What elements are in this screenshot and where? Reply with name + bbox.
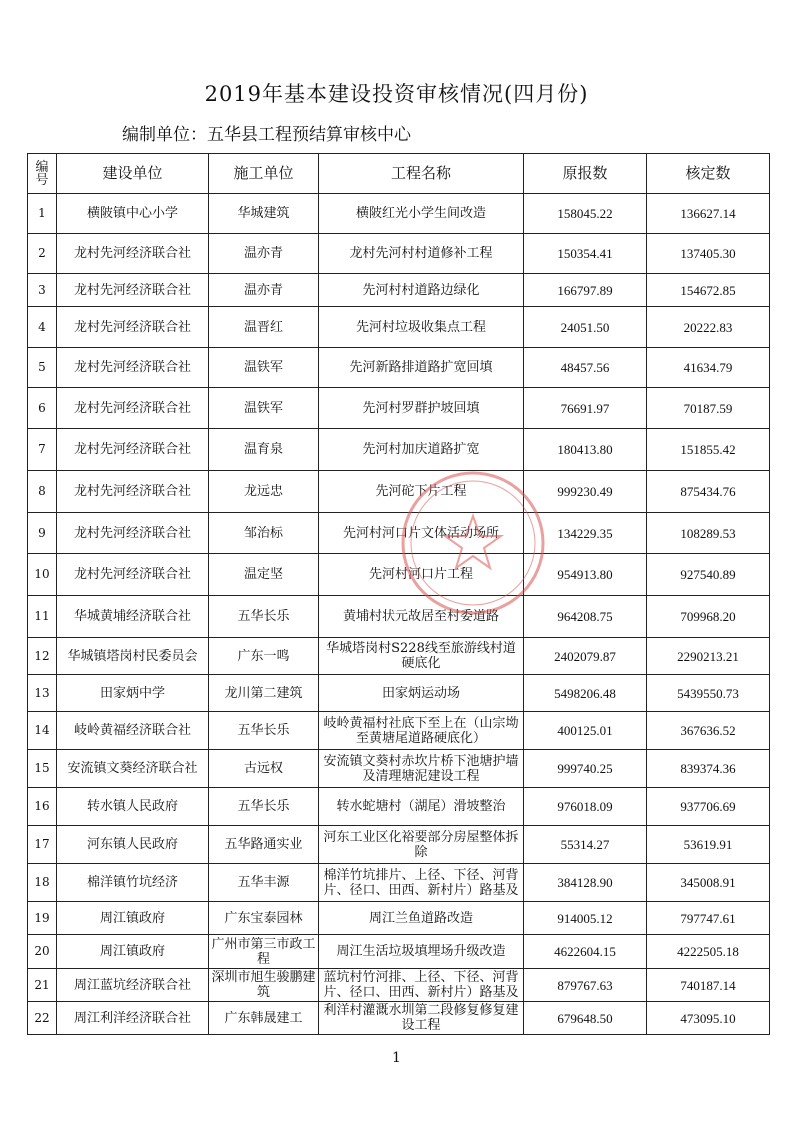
row-contractor-text: 温定坚 [243,567,283,582]
row-approved [647,348,770,388]
row-id-text: 4 [38,319,46,334]
row-reported-text: 964208.75 [557,609,613,624]
row-reported-text: 158045.22 [557,206,613,221]
row-reported [524,596,647,638]
row-id [28,935,57,969]
row-project [319,429,524,471]
row-contractor [209,1002,319,1035]
row-id-text: 1 [38,206,46,220]
row-approved-text: 740187.14 [680,977,736,993]
row-builder [57,935,209,969]
row-project-text: 先河村河口片工程 [368,567,473,582]
row-contractor [209,826,319,864]
row-project-text: 转水蛇塘村（湖尾）滑坡整治 [336,799,506,814]
row-project-text: 先河村罗群护坡回填 [362,400,480,416]
row-builder [57,902,209,935]
row-approved [647,388,770,429]
header-row [28,154,770,194]
compiling-unit: 编制单位：五华县工程预结算审核中心 [122,125,411,145]
row-approved-text: 151855.42 [680,442,736,457]
row-contractor-text: 广东宝泰园林 [224,910,303,926]
row-reported [524,864,647,902]
row-approved-text: 154672.85 [680,282,736,298]
row-id-text: 8 [38,484,46,498]
row-builder-text: 华城镇塔岗村民委员会 [67,648,198,664]
row-id-text: 16 [34,799,50,813]
row-project [319,1002,524,1035]
row-builder [57,826,209,864]
row-approved-text: 136627.14 [680,206,736,221]
row-reported-text: 2402079.87 [554,648,616,664]
row-approved [647,675,770,712]
row-project-text: 黄埔村状元故居至村委道路 [342,609,499,624]
row-builder [57,712,209,750]
row-approved [647,712,770,750]
row-contractor-text: 温亦青 [243,282,283,298]
table-row [28,554,770,596]
row-id-text: 11 [34,609,50,623]
row-id [28,596,57,638]
row-approved [647,750,770,788]
table-row [28,788,770,826]
row-contractor-text: 温亦青 [243,246,283,261]
row-reported [524,554,647,596]
row-reported [524,234,647,274]
row-reported-text: 180413.80 [557,442,613,457]
row-reported [524,307,647,348]
row-reported-text: 134229.35 [557,525,613,541]
row-reported [524,935,647,969]
header-contractor: 施工单位 [209,154,319,194]
row-id [28,864,57,902]
row-builder-text: 周江镇政府 [99,944,165,959]
row-project [319,935,524,969]
row-project [319,638,524,675]
row-reported-text: 76691.97 [560,400,610,416]
document-title: 2019年基本建设投资审核情况(四月份) [204,82,589,106]
row-id-text: 22 [34,1010,50,1025]
row-id [28,194,57,234]
row-approved-text: 53619.91 [683,837,733,852]
row-id-text: 14 [34,723,50,737]
row-contractor [209,935,319,969]
row-reported [524,194,647,234]
row-approved [647,471,770,513]
row-project-text: 田家炳运动场 [381,685,460,701]
row-project [319,902,524,935]
row-project [319,596,524,638]
row-approved [647,307,770,348]
row-project [319,194,524,234]
row-approved [647,554,770,596]
row-contractor-text: 龙川第二建筑 [224,685,303,701]
row-project [319,864,524,902]
table-row [28,471,770,513]
row-contractor [209,788,319,826]
row-contractor-text: 深圳市旭生骏鹏建筑 [211,970,316,1000]
row-approved [647,788,770,826]
row-approved [647,1002,770,1035]
row-id-text: 2 [38,246,46,260]
row-reported-text: 976018.09 [557,799,613,814]
row-builder-text: 龙村先河经济联合社 [73,525,191,541]
row-project [319,348,524,388]
row-approved [647,274,770,307]
row-id [28,712,57,750]
row-contractor-text: 五华路通实业 [224,837,303,852]
row-id [28,307,57,348]
row-contractor-text: 古远权 [243,761,283,776]
row-approved-text: 70187.59 [683,400,733,416]
row-contractor [209,513,319,554]
row-approved-text: 839374.36 [680,761,736,776]
row-builder [57,388,209,429]
row-approved-text: 5439550.73 [677,685,739,701]
row-builder [57,234,209,274]
row-builder [57,864,209,902]
row-contractor [209,274,319,307]
table-row [28,234,770,274]
row-builder [57,471,209,513]
row-builder-text: 横陂镇中心小学 [86,206,178,221]
row-builder-text: 龙村先河经济联合社 [73,360,191,375]
row-builder-text: 周江利洋经济联合社 [73,1010,191,1026]
row-builder [57,1002,209,1035]
row-contractor [209,675,319,712]
header-builder: 建设单位 [57,154,209,194]
row-project [319,307,524,348]
row-approved-text: 137405.30 [680,246,736,261]
row-id [28,969,57,1002]
row-id [28,788,57,826]
row-approved-text: 41634.79 [683,360,733,375]
row-builder [57,788,209,826]
row-approved-text: 797747.61 [680,910,736,926]
row-builder-text: 转水镇人民政府 [86,799,178,814]
row-project-text: 周江生活垃圾填埋场升级改造 [336,944,506,959]
row-project-text: 周江兰鱼道路改造 [368,910,473,926]
row-approved-text: 875434.76 [680,484,736,499]
row-contractor [209,969,319,1002]
row-builder-text: 龙村先河经济联合社 [73,567,191,582]
row-approved-text: 108289.53 [680,525,736,541]
row-builder [57,194,209,234]
row-id [28,348,57,388]
row-project [319,826,524,864]
row-project [319,234,524,274]
row-approved [647,638,770,675]
row-project [319,554,524,596]
row-builder-text: 龙村先河经济联合社 [73,442,191,457]
row-id [28,638,57,675]
table-row [28,388,770,429]
row-builder [57,429,209,471]
row-reported [524,388,647,429]
row-contractor-text: 龙远忠 [243,484,283,499]
row-project [319,274,524,307]
row-approved-text: 20222.83 [683,319,733,335]
table-row [28,596,770,638]
row-approved-text: 927540.89 [680,567,736,582]
row-reported [524,826,647,864]
row-contractor [209,638,319,675]
row-contractor-text: 广东一鸣 [237,648,290,664]
row-id [28,274,57,307]
row-contractor-text: 华城建筑 [237,206,290,221]
row-contractor [209,554,319,596]
row-contractor [209,429,319,471]
row-builder [57,596,209,638]
row-contractor [209,712,319,750]
row-builder [57,554,209,596]
table-row [28,675,770,712]
row-reported [524,902,647,935]
row-id-text: 5 [38,360,46,374]
row-reported-text: 55314.27 [560,837,610,852]
row-reported-text: 879767.63 [557,977,613,993]
row-id-text: 9 [38,525,46,540]
row-project-text: 安流镇文葵村赤坎片桥下池塘护墙及清理塘泥建设工程 [323,753,519,784]
table-row [28,274,770,307]
row-builder-text: 河东镇人民政府 [86,837,178,852]
row-approved-text: 937706.69 [680,799,736,814]
row-project-text: 先河村加庆道路扩宽 [362,442,480,457]
row-builder [57,274,209,307]
row-contractor-text: 广州市第三市政工程 [211,936,316,967]
row-project [319,675,524,712]
row-reported-text: 954913.80 [557,567,613,582]
row-approved-text: 367636.52 [680,723,736,738]
row-project [319,471,524,513]
row-builder [57,638,209,675]
table-row [28,638,770,675]
row-id [28,471,57,513]
row-project-text: 蓝坑村竹河排、上径、下径、河背片、径口、田西、新村片）路基及 [323,970,519,1000]
row-id [28,1002,57,1035]
row-project-text: 龙村先河村村道修补工程 [349,246,493,261]
table-row [28,429,770,471]
row-contractor [209,348,319,388]
row-reported-text: 24051.50 [560,319,610,335]
row-id-text: 7 [38,442,46,456]
row-approved-text: 709968.20 [680,609,736,624]
row-builder-text: 龙村先河经济联合社 [73,400,191,416]
row-builder-text: 棉洋镇竹坑经济 [86,875,178,890]
row-reported-text: 679648.50 [557,1010,613,1026]
header-approved: 核定数 [647,154,770,194]
row-id-text: 10 [34,567,50,581]
row-id-text: 6 [38,400,46,415]
header-reported: 原报数 [524,154,647,194]
row-id-text: 15 [34,761,50,775]
row-project-text: 棉洋竹坑排片、上径、下径、河背片、径口、田西、新村片）路基及 [323,867,519,898]
row-contractor [209,234,319,274]
table-row [28,750,770,788]
row-contractor-text: 五华长乐 [237,609,290,624]
table-row [28,1002,770,1035]
row-id-text: 19 [34,910,50,925]
row-approved [647,513,770,554]
row-contractor-text: 五华长乐 [237,799,290,814]
row-reported [524,675,647,712]
row-project-text: 岐岭黄福村社底下至上在（山宗坳至黄塘尾道路硬底化） [323,715,519,746]
row-contractor-text: 温育泉 [243,442,283,457]
audit-table [27,153,770,1035]
table-row [28,712,770,750]
table-row [28,513,770,554]
row-project [319,712,524,750]
row-builder [57,307,209,348]
row-contractor-text: 温铁军 [243,400,283,416]
row-id [28,675,57,712]
row-reported [524,788,647,826]
row-reported-text: 4622604.15 [554,944,616,959]
row-id-text: 3 [38,282,46,297]
row-approved [647,864,770,902]
table-row [28,935,770,969]
row-builder-text: 龙村先河经济联合社 [73,319,191,335]
row-reported-text: 914005.12 [557,910,613,926]
row-approved [647,234,770,274]
row-builder-text: 龙村先河经济联合社 [73,282,191,298]
row-approved-text: 345008.91 [680,875,736,890]
row-id-text: 20 [34,944,50,958]
row-project-text: 河东工业区化裕要部分房屋整体拆除 [323,829,519,860]
row-contractor [209,388,319,429]
row-id [28,826,57,864]
row-id-text: 21 [34,977,50,992]
row-id-text: 17 [34,837,50,851]
row-reported-text: 166797.89 [557,282,613,298]
row-project-text: 先河村村道路边绿化 [362,282,480,298]
row-builder-text: 安流镇文葵经济联合社 [67,761,198,776]
header-id: 编号 [28,154,57,194]
row-builder-text: 华城黄埔经济联合社 [73,609,191,624]
row-builder-text: 龙村先河经济联合社 [73,246,191,261]
header-project: 工程名称 [319,154,524,194]
row-contractor [209,750,319,788]
row-builder-text: 岐岭黄福经济联合社 [73,723,191,738]
row-builder-text: 田家炳中学 [99,685,165,701]
row-builder [57,675,209,712]
row-contractor-text: 五华丰源 [237,875,290,890]
row-reported [524,1002,647,1035]
row-project-text: 先河新路排道路扩宽回填 [349,360,493,375]
table-row [28,826,770,864]
row-project-text: 华城塔岗村S228线至旅游线村道硬底化 [326,641,516,671]
row-id [28,554,57,596]
row-project-text: 先河砣下片工程 [375,484,467,499]
table-row [28,864,770,902]
row-reported [524,638,647,675]
table-body [28,194,770,1035]
row-reported-text: 384128.90 [557,875,613,890]
row-project [319,388,524,429]
row-builder [57,348,209,388]
row-reported [524,274,647,307]
row-contractor-text: 邹治标 [243,525,283,541]
row-id-text: 18 [34,875,50,889]
table-row [28,307,770,348]
table-row [28,969,770,1002]
row-builder-text: 龙村先河经济联合社 [73,484,191,499]
row-reported-text: 150354.41 [557,246,613,261]
row-approved [647,826,770,864]
row-approved [647,596,770,638]
row-id [28,750,57,788]
row-approved-text: 473095.10 [680,1010,736,1026]
row-id [28,513,57,554]
page-number: 1 [392,1050,401,1066]
row-id [28,388,57,429]
row-id-text: 12 [34,648,50,663]
row-contractor [209,194,319,234]
row-builder [57,969,209,1002]
row-reported-text: 400125.01 [557,723,613,738]
row-reported-text: 48457.56 [560,360,610,375]
row-contractor [209,471,319,513]
row-contractor-text: 五华长乐 [237,723,290,738]
row-reported-text: 999230.49 [557,484,613,499]
row-builder [57,513,209,554]
row-project [319,513,524,554]
row-approved-text: 4222505.18 [677,944,739,959]
row-id [28,902,57,935]
row-reported [524,969,647,1002]
row-approved-text: 2290213.21 [677,648,739,664]
row-contractor [209,902,319,935]
row-id [28,234,57,274]
row-reported [524,429,647,471]
row-approved [647,969,770,1002]
row-contractor-text: 温铁军 [243,360,283,375]
row-contractor [209,307,319,348]
row-reported [524,348,647,388]
row-project [319,969,524,1002]
row-contractor [209,864,319,902]
row-project [319,750,524,788]
row-reported [524,471,647,513]
row-builder [57,750,209,788]
row-contractor-text: 温晋红 [243,319,283,335]
row-project-text: 横陂红光小学生间改造 [355,206,486,221]
table-row [28,348,770,388]
row-approved [647,194,770,234]
row-contractor-text: 广东韩晟建工 [224,1010,303,1026]
row-reported-text: 5498206.48 [554,685,616,701]
row-project-text: 先河村垃圾收集点工程 [355,319,486,335]
row-builder-text: 周江蓝坑经济联合社 [73,977,191,993]
row-approved [647,935,770,969]
table-row [28,902,770,935]
row-project-text: 先河村河口片文体活动场所 [342,525,499,541]
row-reported-text: 999740.25 [557,761,613,776]
row-project-text: 利洋村灌溉水圳第二段修复修复建设工程 [323,1003,519,1033]
table-row [28,194,770,234]
row-reported [524,750,647,788]
row-reported [524,712,647,750]
row-approved [647,902,770,935]
row-contractor [209,596,319,638]
row-id [28,429,57,471]
row-project [319,788,524,826]
row-approved [647,429,770,471]
row-builder-text: 周江镇政府 [99,910,165,926]
row-id-text: 13 [34,685,50,700]
row-reported [524,513,647,554]
